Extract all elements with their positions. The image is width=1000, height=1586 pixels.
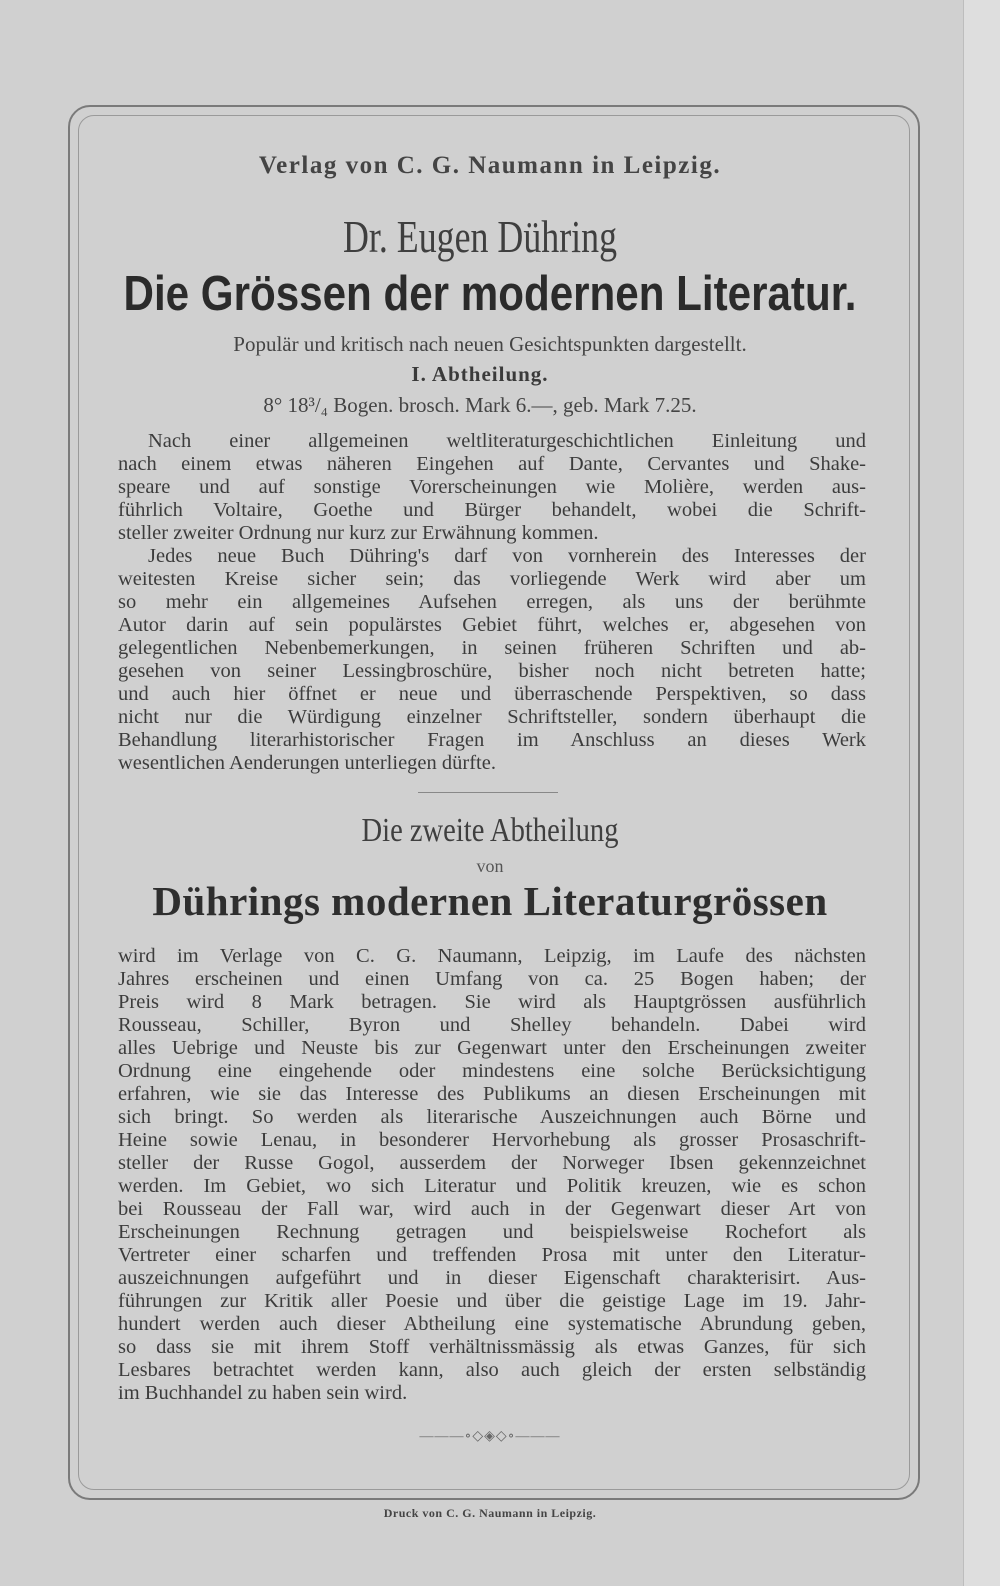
paragraph-3-line: sich bringt. So werden als literarische Auszeichnungen auch Börne und <box>118 1106 866 1128</box>
publisher-line: Verlag von C. G. Naumann in Leipzig. <box>258 152 722 179</box>
paragraph-3-line: Preis wird 8 Mark betragen. Sie wird als Hauptgrössen ausführlich <box>118 991 866 1013</box>
paragraph-3-line: wird im Verlage von C. G. Naumann, Leipzig, im Laufe des nächsten <box>118 945 866 967</box>
von-word: von <box>476 856 504 876</box>
paragraph-3-line: steller der Russe Gogol, ausserdem der Norweger Ibsen gekennzeichnet <box>118 1152 866 1174</box>
price-line: 8° 18³/₄ Bogen. brosch. Mark 6.—, geb. Mark 7.25. <box>263 393 697 417</box>
paragraph-1-line: Nach einer allgemeinen weltliteraturgeschichtlichen Einleitung und <box>148 430 866 452</box>
paragraph-3-line: im Buchhandel zu haben sein wird. <box>118 1382 408 1404</box>
paragraph-1-line: nach einem etwas näheren Eingehen auf Dante, Cervantes und Shake- <box>118 453 866 475</box>
paragraph-2-line: und auch hier öffnet er neue und überraschende Perspektiven, so dass <box>118 683 866 705</box>
paragraph-2-line: Autor darin auf sein populärstes Gebiet führt, welches er, abgesehen von <box>118 614 866 636</box>
ornament-divider: ———∘◇◈◇∘——— <box>419 1429 561 1444</box>
paragraph-3-line: Rousseau, Schiller, Byron und Shelley behandeln. Dabei wird <box>118 1014 866 1036</box>
paragraph-3-line: hundert werden auch dieser Abtheilung eine systematische Abrundung geben, <box>118 1313 866 1335</box>
paragraph-3-line: Erscheinungen Rechnung getragen und beispielsweise Rochefort als <box>118 1221 866 1243</box>
author-name: Dr. Eugen Dühring <box>342 211 618 262</box>
section-divider <box>418 792 558 793</box>
paragraph-2-line: nicht nur die Würdigung einzelner Schriftsteller, sondern überhaupt die <box>118 706 866 728</box>
paragraph-2-line: Jedes neue Buch Dühring's darf von vornherein des Interesses der <box>148 545 866 567</box>
paragraph-2-line: Behandlung literarhistorischer Fragen im Anschluss an dieses Werk <box>118 729 866 751</box>
paragraph-2-line: wesentlichen Aenderungen unterliegen dürfte. <box>118 752 496 774</box>
paragraph-1-line: speare und auf sonstige Vorerscheinungen wie Molière, werden aus- <box>118 476 866 498</box>
paragraph-3-line: werden. Im Gebiet, wo sich Literatur und Politik kreuzen, wie es schon <box>118 1175 866 1197</box>
paragraph-2-line: weitesten Kreise sicher sein; das vorliegende Werk wird aber um <box>118 568 866 590</box>
paragraph-3-line: auszeichnungen aufgeführt und in dieser Eigenschaft charakterisirt. Aus- <box>118 1267 866 1289</box>
paragraph-2-line: so mehr ein allgemeines Aufsehen erregen, als uns der berühmte <box>118 591 866 613</box>
paragraph-3-line: alles Uebrige und Neuste bis zur Gegenwart unter den Erscheinungen zweiter <box>118 1037 866 1059</box>
paragraph-3-line: bei Rousseau der Fall war, wird auch in der Gegenwart dieser Art von <box>118 1198 866 1220</box>
printer-footer: Druck von C. G. Naumann in Leipzig. <box>383 1506 597 1520</box>
paragraph-2-line: gesehen von seiner Lessingbroschüre, bisher noch nicht betreten hatte; <box>118 660 866 682</box>
paragraph-3-line: Lesbares betrachtet werden kann, also auch gleich der ersten selbständig <box>118 1359 866 1381</box>
book-subtitle: Populär und kritisch nach neuen Gesichtspunkten dargestellt. <box>233 332 747 356</box>
paragraph-3-line: Ordnung eine eingehende oder mindestens eine solche Berücksichtigung <box>118 1060 866 1082</box>
paragraph-1-line: steller zweiter Ordnung nur kurz zur Erwähnung kommen. <box>118 522 599 544</box>
paragraph-3-line: Heine sowie Lenau, in besonderer Hervorhebung als grosser Prosaschrift- <box>118 1129 866 1151</box>
paragraph-3-line: Jahres erscheinen und einen Umfang von ca. 25 Bogen haben; der <box>118 968 866 990</box>
paragraph-3-line: führungen zur Kritik aller Poesie und über die geistige Lage im 19. Jahr- <box>118 1290 866 1312</box>
paragraph-2-line: gelegentlichen Nebenbemerkungen, in seinen früheren Schriften und ab- <box>118 637 866 659</box>
part-label: I. Abtheilung. <box>411 362 549 386</box>
paragraph-1-line: führlich Voltaire, Goethe und Bürger behandelt, wobei die Schrift- <box>118 499 866 521</box>
paragraph-3-line: erfahren, wie sie das Interesse des Publikums an diesen Erscheinungen mit <box>118 1083 866 1105</box>
paragraph-3-line: so dass sie mit ihrem Stoff verhältnissmässig als etwas Ganzes, für sich <box>118 1336 866 1358</box>
book-title: Die Grössen der modernen Literatur. <box>123 267 857 321</box>
paragraph-3-line: Vertreter einer scharfen und treffenden Prosa mit unter den Literatur- <box>118 1244 866 1266</box>
page-edge <box>963 0 1000 1586</box>
second-part-title: Dührings modernen Literaturgrössen <box>152 878 828 924</box>
second-part-heading: Die zweite Abtheilung <box>361 812 619 849</box>
